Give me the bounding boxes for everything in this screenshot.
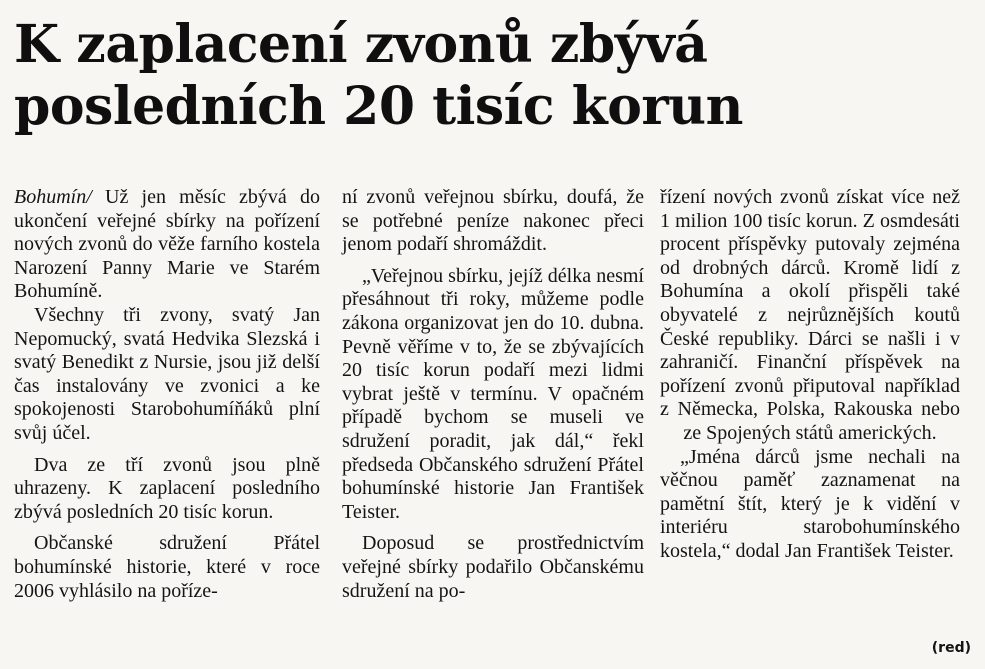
- paragraph-text: Už jen měsíc zbývá do ukončení veřejné sbírky na pořízení nových zvonů do věže farního kostela Narození Panny Marie ve Starém Bohumíně.: [14, 186, 320, 303]
- paragraph: Dva ze tří zvonů jsou plně uhrazeny. K zaplacení posledního zbývá posledních 20 tisíc korun.: [14, 453, 320, 523]
- paragraph: „Jména dárců jsme nechali na věčnou paměť zaznamenat na pamětní štít, který je k vidění v interiéru starobohumínského kostela,“ dodal Jan František Teister.: [660, 445, 960, 562]
- paragraph: ní zvonů veřejnou sbírku, doufá, že se potřebné peníze nakonec přeci jenom podaří shromáždit.: [342, 186, 644, 256]
- paragraph: Všechny tři zvony, svatý Jan Nepomucký, svatá Hedvika Slezská i svatý Benedikt z Nursie, jsou již delší čas instalovány ve zvonici a ke spokojenosti Starobohumíňáků plní svůj účel.: [14, 303, 320, 444]
- paragraph: Občanské sdružení Přátel bohumínské historie, které v roce 2006 vyhlásilo na poříze-: [14, 532, 320, 602]
- paragraph: „Veřejnou sbírku, jejíž délka nesmí přesáhnout tři roky, můžeme podle zákona organizovat jen do 10. dubna. Pevně věříme v to, že se zbývajících 20 tisíc korun podaří mezi lidmi vybrat ještě v termínu. V opačném případě bychom se museli ve sdružení poradit, jak dál,“ řekl předseda Občanského sdružení Přátel bohumínské historie Jan František Teister.: [342, 264, 644, 523]
- dateline: Bohumín/: [14, 186, 92, 208]
- author-signature: (red): [931, 640, 971, 656]
- paragraph: řízení nových zvonů získat více než 1 milion 100 tisíc korun. Z osmdesáti procent příspěvky putovaly zejména od drobných dárců. Kromě lidí z Bohumína a okolí přispěli také obyvatelé z nejrůznějších koutů České republiky. Dárci se našli i v zahraničí. Finanční příspěvek na pořízení zvonů připutoval například z Německa, Polska, Rakouska nebo ze Spojených států amerických.: [660, 186, 960, 444]
- headline: [14, 14, 974, 138]
- article-column-2: [342, 186, 644, 603]
- headline-line-1: K zaplacení zvonů zbývá: [14, 14, 708, 75]
- paragraph: [14, 186, 320, 304]
- article-column-3: [660, 186, 960, 564]
- paragraph: Doposud se prostřednictvím veřejné sbírky podařilo Občanskému sdružení na po-: [342, 532, 644, 602]
- article-column-1: [14, 186, 320, 603]
- headline-line-2: posledních 20 tisíc korun: [14, 76, 743, 137]
